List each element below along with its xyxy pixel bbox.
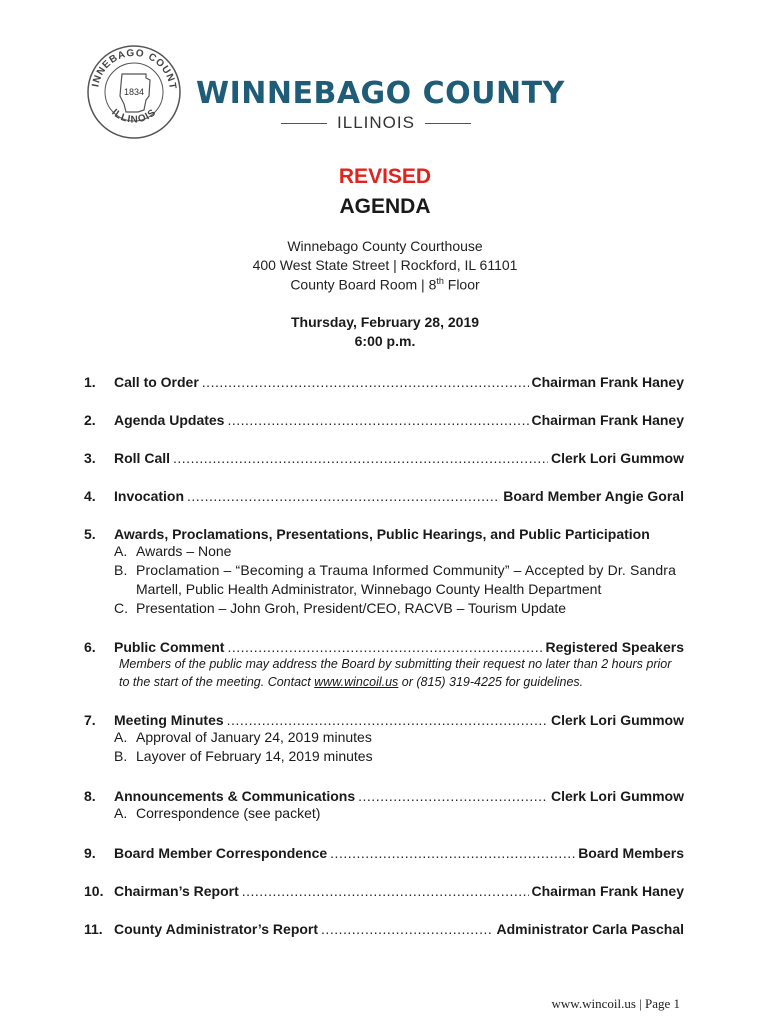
sub-item-letter: B.	[114, 562, 128, 578]
location-room	[0, 276, 770, 293]
sub-item-letter: B.	[114, 748, 128, 764]
note-prefix: to the start of the meeting. Contact	[119, 675, 315, 689]
note-line	[119, 673, 684, 691]
sub-item	[114, 542, 684, 561]
item-title: Awards, Proclamations, Presentations, Public Hearings, and Public Participation	[114, 526, 650, 542]
website-link[interactable]: www.wincoil.us	[314, 675, 399, 689]
agenda-item	[84, 374, 684, 390]
item-title: Board Member Correspondence	[114, 845, 328, 861]
sub-item-text: Layover of February 14, 2019 minutes	[136, 748, 373, 764]
item-number: 1.	[84, 374, 96, 390]
item-number: 11.	[84, 921, 103, 937]
dot-leader	[321, 921, 493, 937]
dot-leader	[187, 488, 500, 504]
location-room-sup: th	[436, 276, 444, 286]
item-number: 7.	[84, 712, 96, 728]
item-presenter: Registered Speakers	[545, 639, 684, 655]
location-building: Winnebago County Courthouse	[287, 238, 483, 254]
sub-item	[114, 728, 684, 747]
sub-item	[114, 747, 684, 766]
brand-name: WINNEBAGO COUNTY	[196, 76, 565, 111]
dot-leader	[227, 412, 528, 428]
sub-item-text-cont: Martell, Public Health Administrator, Winnebago County Health Department	[136, 581, 602, 597]
agenda-item	[84, 845, 684, 861]
revised-label: REVISED	[338, 165, 432, 188]
item-presenter: Clerk Lori Gummow	[550, 450, 684, 466]
item-title: Roll Call	[114, 450, 171, 466]
sub-item-letter: A.	[114, 805, 128, 821]
item-number: 6.	[84, 639, 96, 655]
item-number: 10.	[84, 883, 104, 899]
sub-item-text: Correspondence (see packet)	[136, 805, 321, 821]
agenda-item	[84, 712, 684, 766]
agenda-item	[84, 412, 684, 428]
item-number: 3.	[84, 450, 96, 466]
agenda-item	[84, 488, 684, 504]
location-address: 400 West State Street | Rockford, IL 61101	[252, 257, 518, 273]
item-presenter: Chairman Frank Haney	[531, 883, 684, 899]
svg-text:ILLINOIS	[109, 107, 158, 126]
sub-item	[114, 599, 684, 618]
item-title: County Administrator’s Report	[114, 921, 319, 937]
item-title: Meeting Minutes	[114, 712, 224, 728]
sub-item	[114, 561, 684, 599]
agenda-item	[84, 921, 684, 937]
meeting-time: 6:00 p.m.	[354, 333, 416, 349]
agenda-title: AGENDA	[339, 195, 431, 218]
item-number: 9.	[84, 845, 96, 861]
note-suffix: or (815) 319-4225 for guidelines.	[398, 675, 584, 689]
item-title: Agenda Updates	[114, 412, 225, 428]
seal-year: 1834	[123, 87, 145, 97]
item-title: Invocation	[114, 488, 185, 504]
agenda-item	[84, 526, 684, 618]
brand-rule-right	[425, 123, 471, 124]
item-number: 2.	[84, 412, 96, 428]
agenda-item	[84, 639, 684, 691]
seal-bottom-text: ILLINOIS	[109, 106, 159, 126]
dot-leader	[330, 845, 575, 861]
agenda-item	[84, 450, 684, 466]
svg-text:WINNEBAGO COUNTY	[86, 44, 178, 91]
item-presenter: Clerk Lori Gummow	[550, 712, 684, 728]
location-room-suffix: Floor	[443, 276, 480, 293]
brand-subtitle	[196, 113, 626, 133]
dot-leader	[227, 639, 542, 655]
sub-item-text: Approval of January 24, 2019 minutes	[136, 729, 372, 745]
sub-item	[114, 804, 684, 823]
dot-leader	[242, 883, 529, 899]
item-title: Call to Order	[114, 374, 199, 390]
location-room-prefix: County Board Room | 8	[290, 276, 437, 293]
seal-top-text: INNEBAGO COUNT	[90, 47, 179, 91]
sub-item-letter: C.	[114, 600, 128, 616]
sub-item-text: Presentation – John Groh, President/CEO, RACVB – Tourism Update	[136, 600, 567, 616]
item-title: Announcements & Communications	[114, 788, 356, 804]
public-comment-note	[119, 655, 684, 691]
item-presenter: Board Members	[578, 845, 684, 861]
item-number: 5.	[84, 526, 96, 542]
brand-wordmark	[196, 76, 626, 133]
item-presenter: Chairman Frank Haney	[531, 412, 684, 428]
brand-rule-left	[281, 123, 327, 124]
agenda-item	[84, 883, 684, 899]
item-presenter: Chairman Frank Haney	[531, 374, 684, 390]
sub-item-letter: A.	[114, 729, 128, 745]
meeting-date: Thursday, February 28, 2019	[290, 314, 480, 330]
dot-leader	[227, 712, 548, 728]
sub-item-text: Proclamation – “Becoming a Trauma Informed Community” – Accepted by Dr. Sandra	[136, 562, 677, 578]
item-number: 8.	[84, 788, 96, 804]
item-number: 4.	[84, 488, 96, 504]
sub-item-text: Awards – None	[136, 543, 232, 559]
dot-leader	[202, 374, 529, 390]
dot-leader	[173, 450, 548, 466]
item-presenter: Administrator Carla Paschal	[496, 921, 684, 937]
sub-item-letter: A.	[114, 543, 128, 559]
item-presenter: Board Member Angie Goral	[503, 488, 684, 504]
item-title: Public Comment	[114, 639, 225, 655]
note-line: Members of the public may address the Board by submitting their request no later than 2 hours prior	[119, 657, 672, 671]
agenda-item	[84, 788, 684, 823]
item-presenter: Clerk Lori Gummow	[550, 788, 684, 804]
brand-sub-text: ILLINOIS	[337, 113, 415, 132]
item-title: Chairman’s Report	[114, 883, 239, 899]
county-seal	[86, 44, 182, 140]
page-footer: www.wincoil.us | Page 1	[551, 996, 680, 1011]
dot-leader	[358, 788, 548, 804]
